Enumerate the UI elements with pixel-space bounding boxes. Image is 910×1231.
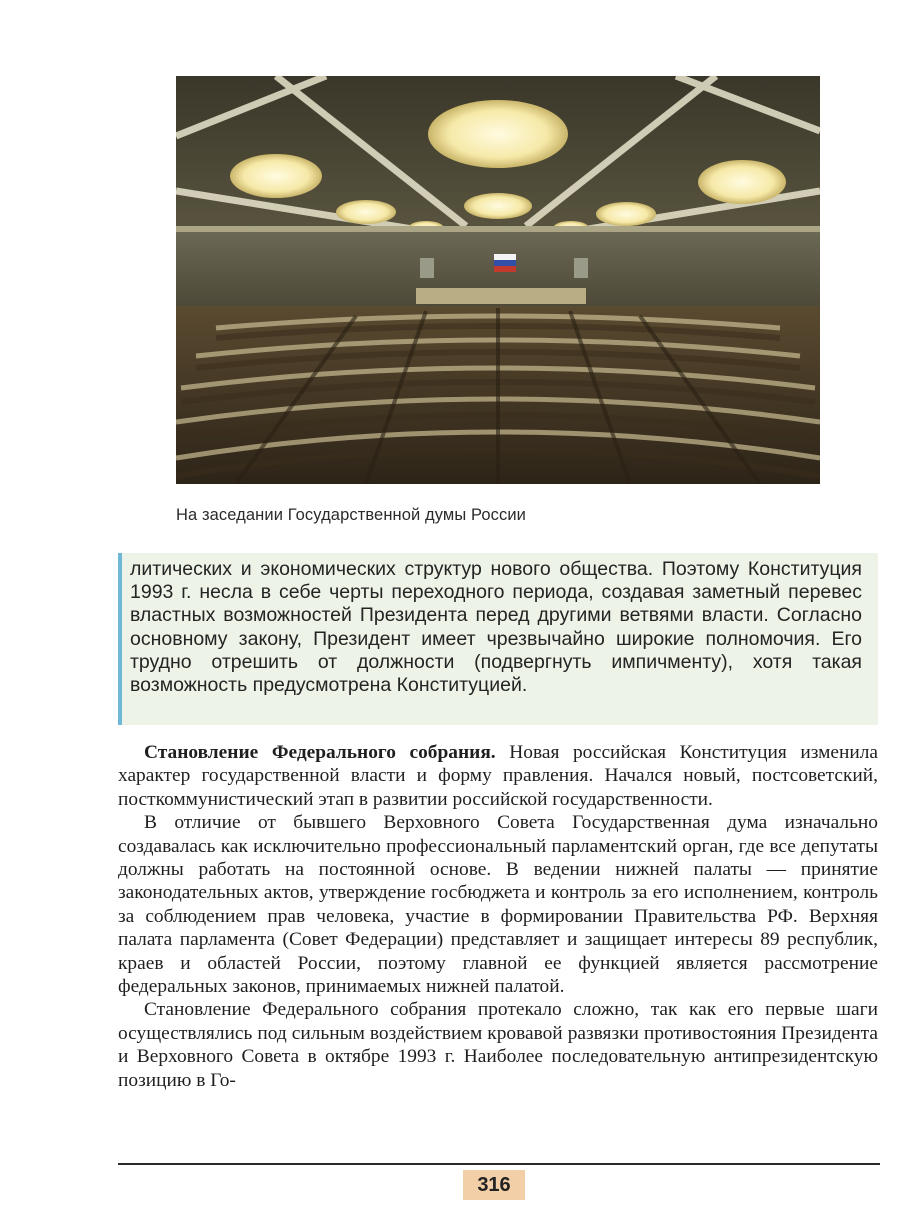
section-paragraph-2: В отличие от бывшего Верховного Совета Государственная дума изначально создавалась как исключительно профессиональный парламентский орган, где все депутаты должны работать на постоянной основе. В ведении нижней палаты — принятие законодательных актов, утверждение госбюджета и контроль за его исполнением, контроль за соблюдением прав человека, участие в формировании Правительства РФ. Верхняя палата парламента (Совет Федерации) представляет и защищает интересы 89 республик, краев и областей России, поэтому главной ее функцией является рассмотрение федеральных законов, принимаемых нижней палатой.: [118, 812, 878, 998]
footer-divider: [118, 1163, 880, 1165]
section-paragraph-1: [118, 741, 878, 811]
highlighted-paragraph: литических и экономических структур нового общества. Поэтому Конституция 1993 г. несла в себе черты переходного периода, создавая заметный перевес властных возможностей Президента перед другими ветвями власти. Согласно основному закону, Президент имеет чрезвычайно широкие полномочия. Его трудно отрешить от должности (подвергнуть импичменту), хотя такая возможность предусмотрена Конституцией.: [130, 558, 862, 697]
section-paragraph-3: Становление Федерального собрания протекало сложно, так как его первые шаги осуществлялись под сильным воздействием кровавой развязки противостояния Президента и Верховного Совета в октябре 1993 г. Наиболее последовательную антипрезидентскую позицию в Го-: [118, 999, 878, 1091]
main-text-body: [118, 741, 878, 1092]
parliament-hall-illustration: [176, 76, 820, 484]
highlighted-text-box: [118, 553, 878, 725]
page-number: 316: [463, 1170, 525, 1200]
paragraph-1-text: Новая российская Конституция изменила характер государственной власти и форму правления. Начался новый, постсоветский, посткоммунистический этап в развитии российской государственности.: [118, 742, 879, 810]
photo-caption: На заседании Государственной думы России: [176, 506, 526, 524]
duma-session-photo: [176, 76, 820, 484]
section-heading: Становление Федерального собрания.: [144, 742, 496, 763]
